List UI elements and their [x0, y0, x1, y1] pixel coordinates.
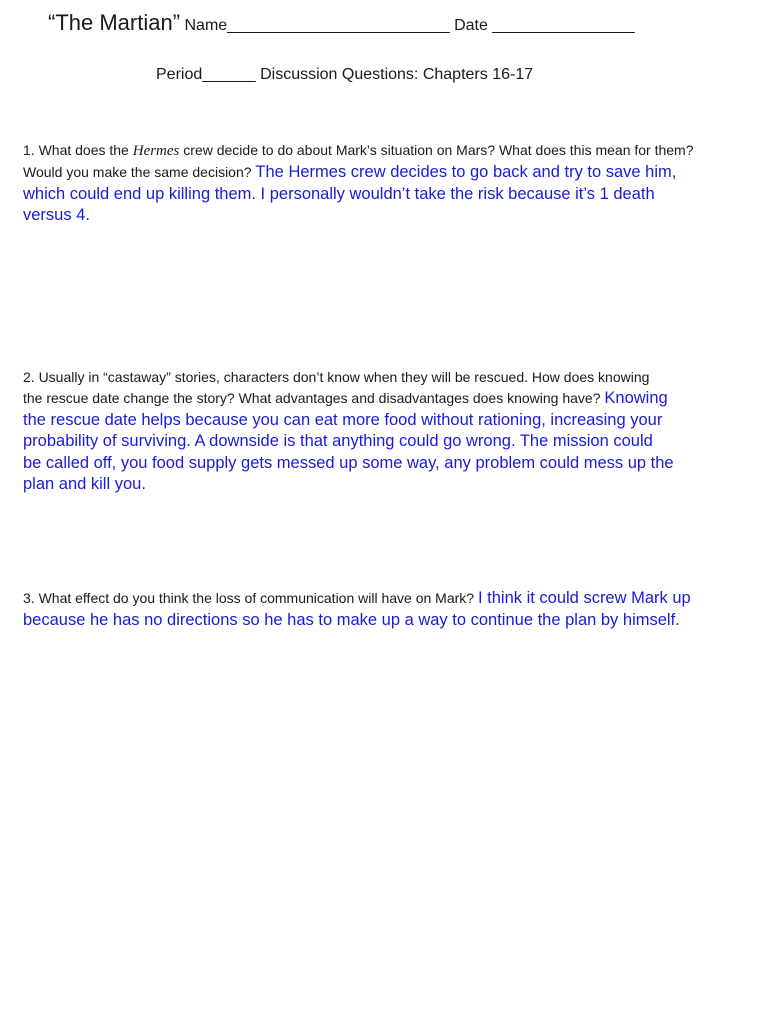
question-3 [23, 588, 748, 631]
question-2-line-2 [23, 388, 748, 410]
ship-name-italic: Hermes [132, 143, 180, 159]
question-1-line-1-rest: crew decide to do about Mark’s situation on Mars? What does this mean for them? [179, 142, 694, 158]
question-1-line-1 [23, 140, 748, 162]
answer-line: because he has no directions so he has to make up a way to continue the plan by himself. [23, 610, 680, 629]
question-3-line-1-text: 3. What effect do you think the loss of communication will have on Mark? [23, 590, 478, 606]
question-1-line-2-text: Would you make the same decision? [23, 164, 256, 180]
date-field-label: Date ________________ [449, 17, 635, 34]
answer-line: be called off, you food supply gets messed up some way, any problem could mess up the [23, 453, 674, 472]
answer-1-first: The Hermes crew decides to go back and try to save him, [255, 163, 677, 181]
period-field-label: Period______ [156, 66, 256, 83]
answer-line: the rescue date helps because you can eat more food without rationing, increasing your [23, 410, 663, 429]
answer-3 [23, 610, 748, 632]
answer-2-first: Knowing [604, 389, 668, 407]
question-2-line-2-text: the rescue date change the story? What advantages and disadvantages does knowing have? [23, 390, 605, 406]
subheader-line [156, 66, 533, 84]
header-line [48, 10, 635, 36]
question-1-prefix: 1. What does the [23, 142, 133, 158]
answer-1 [23, 184, 748, 227]
question-1 [23, 140, 748, 227]
answer-line: which could end up killing them. I personally wouldn’t take the risk because it’s 1 death [23, 184, 655, 203]
question-2-line-1: 2. Usually in “castaway” stories, characters don’t know when they will be rescued. How does knowing [23, 369, 650, 385]
document-title: “The Martian” [48, 10, 181, 35]
answer-2 [23, 410, 748, 496]
question-1-line-2 [23, 162, 748, 184]
section-heading: Discussion Questions: Chapters 16-17 [255, 66, 534, 83]
answer-3-first: I think it could screw Mark up [477, 589, 691, 607]
answer-line: plan and kill you. [23, 475, 146, 493]
name-field-label: Name_________________________ [180, 17, 450, 34]
answer-line: versus 4. [23, 206, 90, 224]
question-3-line-1 [23, 588, 748, 610]
question-2 [23, 367, 748, 496]
answer-line: probability of surviving. A downside is that anything could go wrong. The mission could [23, 432, 653, 450]
